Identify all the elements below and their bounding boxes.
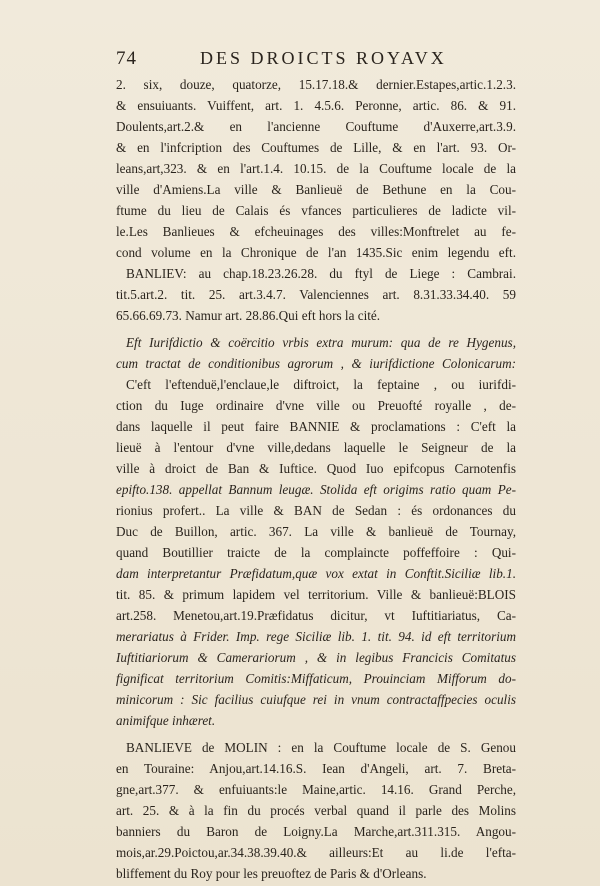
- text-line: lieuë à l'entour d'vne ville,dedans laquelle le Seigneur de la: [116, 440, 516, 455]
- text-line: quand Boutillier traicte de la complaincte poffeffoire : Qui-: [116, 545, 516, 560]
- text-line: cond volume en la Chronique de l'an 1435.Sic enim legendu eft.: [116, 245, 516, 260]
- text-line: epifto.138. appellat Bannum leugæ. Stolida eft origims ratio quam Pe-: [116, 482, 516, 497]
- page-header: [116, 48, 516, 72]
- text-line: Iuftitiariorum & Camerariorum , & in legibus Francicis Comitatus: [116, 650, 516, 665]
- text-line: mois,ar.29.Poictou,ar.34.38.39.40.& ailleurs:Et au li.de l'efta-: [116, 845, 516, 860]
- text-line: art. 25. & à la fin du procés verbal quand il parle des Molins: [116, 803, 516, 818]
- text-line: BANLIEVE de MOLIN : en la Couftume locale de S. Genou: [126, 740, 516, 755]
- text-line: & ensuiuants. Vuiffent, art. 1. 4.5.6. Peronne, artic. 86. & 91.: [116, 98, 516, 113]
- text-line: Doulents,art.2.& en l'ancienne Couftume d'Auxerre,art.3.9.: [116, 119, 516, 134]
- text-line: leans,art,323. & en l'art.1.4. 10.15. de la Couftume locale de la: [116, 161, 516, 176]
- running-title: DES DROICTS ROYAVX: [200, 48, 447, 68]
- text-line: cum tractat de conditionibus agrorum , & iurifdictione Colonicarum:: [116, 356, 516, 371]
- text-line: dans laquelle il peut faire BANNIE & proclamations : C'eft la: [116, 419, 516, 434]
- page-number: 74: [116, 48, 137, 69]
- text-line: bliffement du Roy pour les preuoftez de Paris & d'Orleans.: [116, 866, 427, 881]
- text-line: dam interpretantur Præfidatum,quæ vox extat in Conftit.Siciliæ lib.1.: [116, 566, 516, 581]
- text-line: BANLIEV: au chap.18.23.26.28. du ftyl de Liege : Cambrai.: [126, 266, 516, 281]
- text-line: le.Les Banlieues & efcheuinages des villes:Monftrelet au fe-: [116, 224, 516, 239]
- text-line: animifque inhæret.: [116, 713, 216, 728]
- text-line: fignificat territorium Comitis:Miffaticum, Prouinciam Mifforum do-: [116, 671, 516, 686]
- body-text: [116, 74, 516, 884]
- text-line: & en l'infcription des Couftumes de Lille, & en l'art. 93. Or-: [116, 140, 516, 155]
- text-line: C'eft l'eftenduë,l'enclaue,le diftroict, la feptaine , ou iurifdi-: [126, 377, 516, 392]
- text-line: en Touraine: Anjou,art.14.16.S. Iean d'Angeli, art. 7. Breta-: [116, 761, 516, 776]
- text-line: gne,art.377. & enfuiuants:le Maine,artic. 14.16. Grand Perche,: [116, 782, 516, 797]
- text-line: ftume du lieu de Calais és vfances particulieres de ladicte vil-: [116, 203, 516, 218]
- text-line: banniers du Baron de Loigny.La Marche,art.311.315. Angou-: [116, 824, 516, 839]
- text-line: art.258. Menetou,art.19.Præfidatus dicitur, vt Iuftitiariatus, Ca-: [116, 608, 516, 623]
- text-line: 2. six, douze, quatorze, 15.17.18.& dernier.Estapes,artic.1.2.3.: [116, 77, 516, 92]
- text-line: ville à droict de Ban & Iuftice. Quod Iuo epifcopus Carnotenfis: [116, 461, 516, 476]
- text-line: tit. 85. & primum lapidem vel territorium. Ville & banlieuë:BLOIS: [116, 587, 516, 602]
- text-line: 65.66.69.73. Namur art. 28.86.Qui eft hors la cité.: [116, 308, 381, 323]
- text-line: tit.5.art.2. tit. 25. art.3.4.7. Valenciennes art. 8.31.33.34.40. 59: [116, 287, 516, 302]
- text-line: minicorum : Sic facilius cuiufque rei in vnum contractaffpecies oculis: [116, 692, 516, 707]
- text-line: merariatus à Frider. Imp. rege Siciliæ lib. 1. tit. 94. id eft territorium: [116, 629, 516, 644]
- text-line: ction du Iuge ordinaire d'vne ville ou Preuofté royalle , de-: [116, 398, 516, 413]
- text-line: Duc de Buillon, artic. 367. La ville & banlieuë de Tournay,: [116, 524, 516, 539]
- text-line: rionius profert.. La ville & BAN de Sedan : és ordonances du: [116, 503, 516, 518]
- text-line: Eft Iurifdictio & coërcitio vrbis extra murum: qua de re Hygenus,: [126, 335, 516, 350]
- text-line: ville d'Amiens.La ville & Banlieuë de Bethune en la Cou-: [116, 182, 516, 197]
